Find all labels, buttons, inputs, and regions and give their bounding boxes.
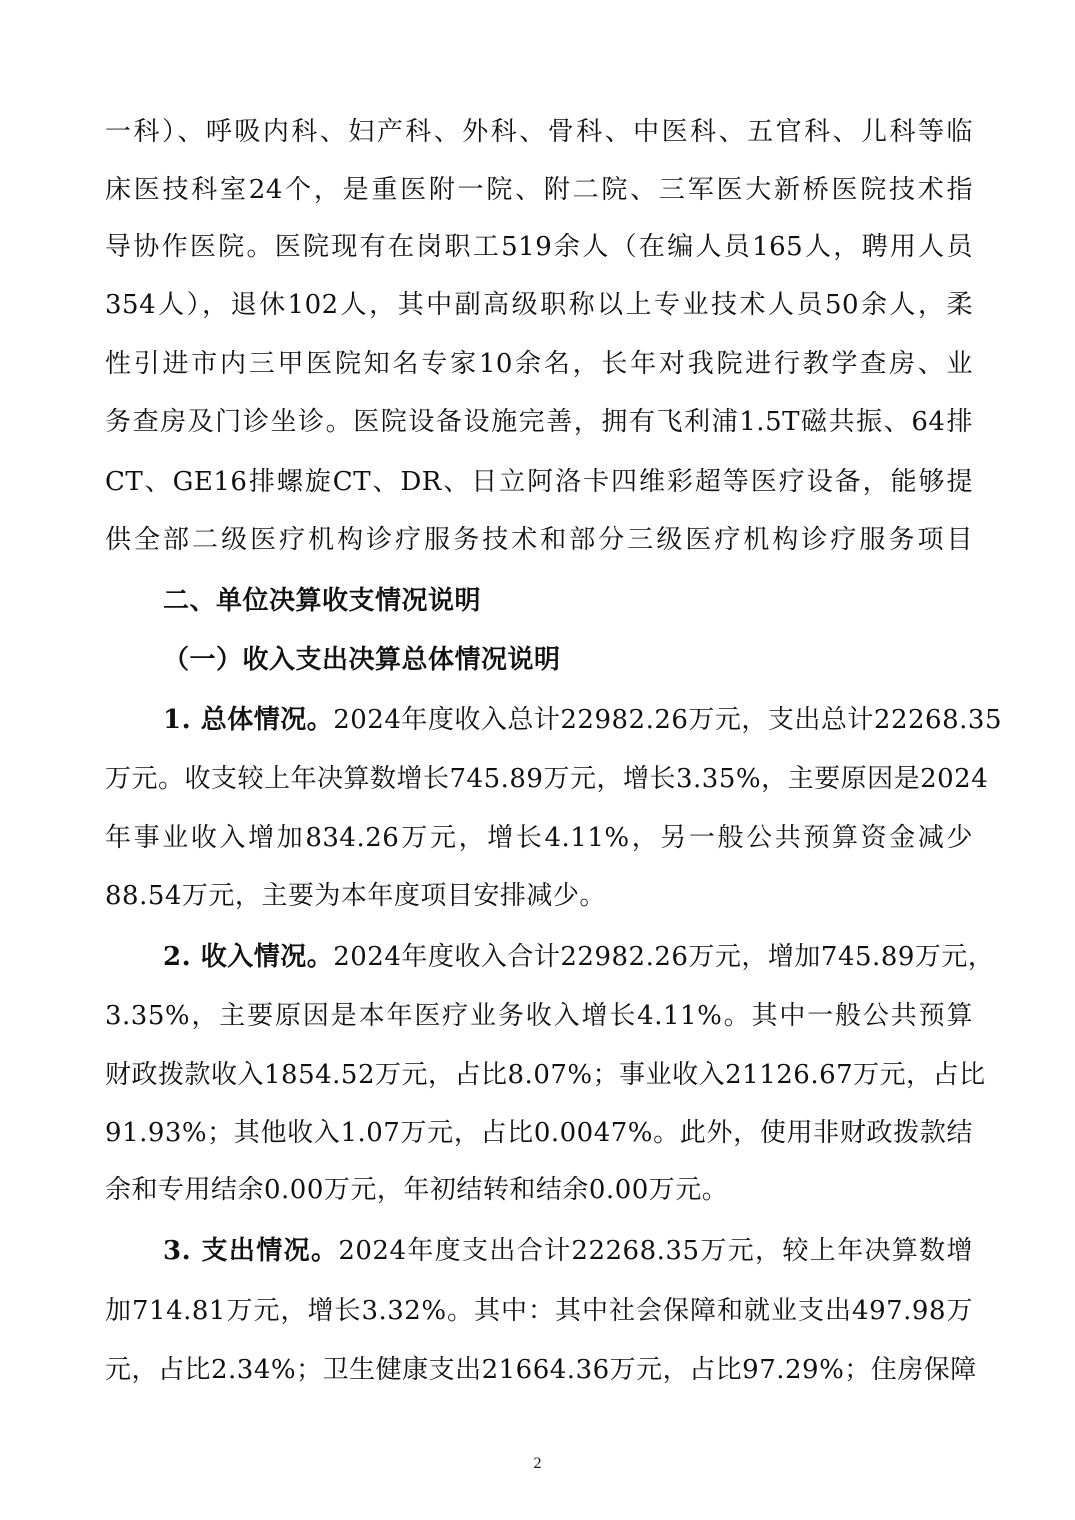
paragraph-line: CT、GE16排螺旋CT、DR、日立阿洛卡四维彩超等医疗设备，能够提 xyxy=(105,467,973,497)
paragraph-line: 加714.81万元，增长3.32%。其中：其中社会保障和就业支出497.98万 xyxy=(105,1296,973,1326)
item1-label: 1. 总体情况。 xyxy=(163,705,334,735)
paragraph-line: 354人），退休102人，其中副高级职称以上专业技术人员50余人，柔 xyxy=(105,290,973,320)
item1-first-line xyxy=(163,700,1002,740)
item3-label: 3. 支出情况。 xyxy=(163,1236,339,1266)
section-heading: 二、单位决算收支情况说明 xyxy=(163,586,482,616)
paragraph-line: 床医技科室24个，是重医附一院、附二院、三军医大新桥医院技术指 xyxy=(105,175,973,205)
page-number: 2 xyxy=(533,1455,542,1472)
paragraph-line: 元，占比2.34%；卫生健康支出21664.36万元，占比97.29%；住房保障 xyxy=(105,1355,977,1385)
paragraph-line: 万元。收支较上年决算数增长745.89万元，增长3.35%，主要原因是2024 xyxy=(105,764,989,794)
item1-first-text: 2024年度收入总计22982.26万元，支出总计22268.35 xyxy=(333,705,1002,735)
paragraph-line: 导协作医院。医院现有在岗职工519余人（在编人员165人，聘用人员 xyxy=(105,232,973,262)
paragraph-line: 3.35%，主要原因是本年医疗业务收入增长4.11%。其中一般公共预算 xyxy=(105,1001,973,1031)
item2-first-line xyxy=(163,937,995,977)
paragraph-line: 务查房及门诊坐诊。医院设备设施完善，拥有飞利浦1.5T磁共振、64排 xyxy=(105,407,973,437)
item3-first-line xyxy=(163,1231,973,1271)
item2-first-text: 2024年度收入合计22982.26万元，增加745.89万元， xyxy=(333,942,995,972)
paragraph-line: 88.54万元，主要为本年度项目安排减少。 xyxy=(105,881,606,911)
paragraph-line: 91.93%；其他收入1.07万元，占比0.0047%。此外，使用非财政拨款结 xyxy=(105,1118,973,1148)
paragraph-line: 性引进市内三甲医院知名专家10余名，长年对我院进行教学查房、业 xyxy=(105,349,973,379)
item2-label: 2. 收入情况。 xyxy=(163,942,334,972)
paragraph-line: 一科）、呼吸内科、妇产科、外科、骨科、中医科、五官科、儿科等临 xyxy=(105,117,973,147)
paragraph-line: 年事业收入增加834.26万元，增长4.11%，另一般公共预算资金减少 xyxy=(105,823,973,853)
item3-first-text: 2024年度支出合计22268.35万元，较上年决算数增 xyxy=(338,1236,973,1266)
paragraph-line: 财政拨款收入1854.52万元，占比8.07%；事业收入21126.67万元，占比 xyxy=(105,1060,986,1090)
subsection-heading: （一）收入支出决算总体情况说明 xyxy=(163,645,561,675)
paragraph-line: 余和专用结余0.00万元，年初结转和结余0.00万元。 xyxy=(105,1175,729,1205)
paragraph-line: 供全部二级医疗机构诊疗服务技术和部分三级医疗机构诊疗服务项目 xyxy=(105,525,973,555)
